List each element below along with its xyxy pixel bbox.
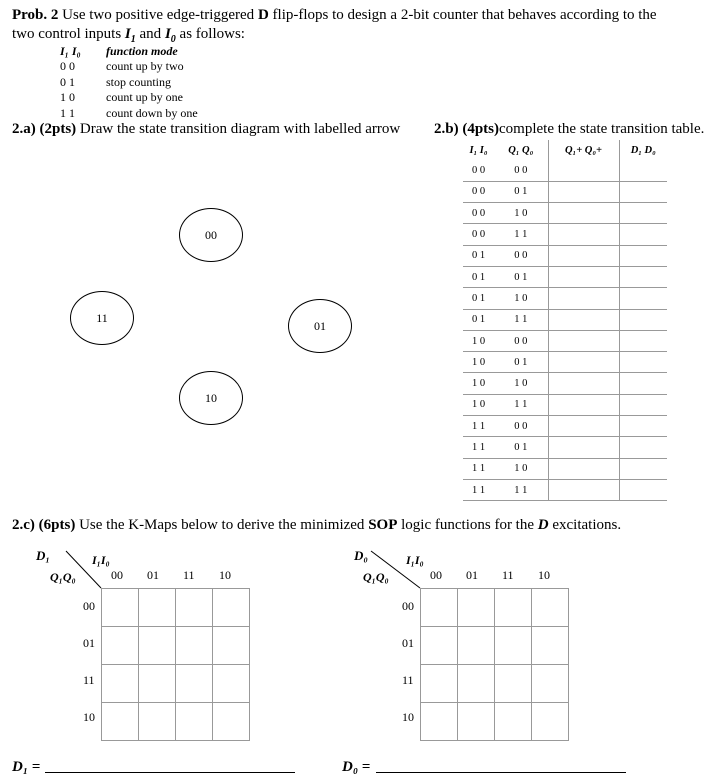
cell-state: 0 1: [494, 181, 548, 202]
input-i1: $I_1$: [124, 26, 136, 45]
cell-state: 1 1: [494, 224, 548, 245]
part-c-heading: 2.c) (6pts) Use the K-Maps below to derive the minimized SOP logic functions for the D excitations.: [12, 517, 622, 533]
kmap-row-label: 10: [83, 710, 95, 724]
kmap-row: [102, 589, 250, 627]
state-01: 01: [288, 299, 352, 353]
cell-inputs: 1 0: [463, 373, 494, 394]
problem-line2: two control inputs: [12, 26, 122, 42]
problem-heading: Prob. 2: [12, 7, 59, 23]
kmap-cell[interactable]: [213, 627, 250, 665]
kmap-cell[interactable]: [139, 665, 176, 703]
kmap-cell[interactable]: [495, 627, 532, 665]
cell-state: 0 0: [494, 330, 548, 351]
kmap-row: [421, 627, 569, 665]
modes-header-inputs: I₁ I₀: [60, 44, 81, 58]
kmap-row-label: 10: [402, 710, 414, 724]
kmap-col-label: 11: [502, 568, 514, 582]
kmap-cell[interactable]: [176, 703, 213, 741]
cell-state: 1 0: [494, 203, 548, 224]
kmap-col-label: 11: [183, 568, 195, 582]
cell-state: 0 0: [494, 160, 548, 181]
cell-state: 1 0: [494, 288, 548, 309]
problem-text-c: flip-flops to design a 2-bit counter that behaves according to the: [272, 7, 657, 23]
kmap-d0-grid: [420, 588, 569, 741]
kmap-cell[interactable]: [495, 665, 532, 703]
cell-state: 0 1: [494, 437, 548, 458]
kmap-cell[interactable]: [139, 627, 176, 665]
kmap-cell[interactable]: [532, 627, 569, 665]
kmap-col-label: 00: [430, 568, 442, 582]
kmap-row: [102, 627, 250, 665]
kmap-row: [421, 703, 569, 741]
cell-inputs: 0 1: [463, 266, 494, 287]
kmap-cell[interactable]: [176, 627, 213, 665]
kmap-cell[interactable]: [102, 703, 139, 741]
cell-inputs: 0 0: [463, 160, 494, 181]
cell-inputs: 0 1: [463, 309, 494, 330]
state-11: 11: [70, 291, 134, 345]
kmap-row-label: 00: [402, 599, 414, 613]
cell-inputs: 0 1: [463, 245, 494, 266]
d1-answer-line[interactable]: [45, 772, 295, 773]
cell-state: 0 0: [494, 416, 548, 437]
kmap-cell[interactable]: [213, 665, 250, 703]
d0-answer-line[interactable]: [376, 772, 626, 773]
kmap-row-label: 00: [83, 599, 95, 613]
cell-inputs: 1 0: [463, 352, 494, 373]
kmap-d1-grid: [101, 588, 250, 741]
header-inputs: I₁ I₀: [469, 144, 488, 156]
cell-state: 1 0: [494, 373, 548, 394]
cell-inputs: 1 1: [463, 416, 494, 437]
kmap-row: [102, 665, 250, 703]
kmap-cell[interactable]: [102, 589, 139, 627]
cell-inputs: 1 0: [463, 394, 494, 415]
kmap-d1-col-var: I₁I₀: [92, 553, 110, 567]
problem-line2-end: as follows:: [179, 26, 245, 42]
state-00: 00: [179, 208, 243, 262]
kmap-cell[interactable]: [139, 703, 176, 741]
cell-state: 1 1: [494, 479, 548, 500]
header-state: Q₁ Q₀: [494, 140, 548, 160]
problem-text-d: D: [257, 7, 269, 23]
kmap-cell[interactable]: [421, 589, 458, 627]
kmap-cell[interactable]: [176, 589, 213, 627]
part-b-heading: 2.b) (4pts)complete the state transition table.: [434, 121, 705, 137]
cell-inputs: 0 0: [463, 224, 494, 245]
state-10: 10: [179, 371, 243, 425]
kmap-cell[interactable]: [421, 665, 458, 703]
kmap-row-label: 11: [402, 673, 414, 687]
mode-description: count down by one: [106, 105, 198, 120]
kmap-row-label: 01: [83, 636, 95, 650]
kmap-row: [102, 703, 250, 741]
kmap-row-label: 11: [83, 673, 95, 687]
kmap-col-label: 00: [111, 568, 123, 582]
header-excitations: D₁ D₀: [630, 144, 656, 156]
kmap-row: [421, 665, 569, 703]
cell-state: 1 0: [494, 458, 548, 479]
kmap-cell[interactable]: [532, 703, 569, 741]
mode-description: count up by one: [106, 90, 183, 104]
kmap-cell[interactable]: [532, 589, 569, 627]
kmap-cell[interactable]: [421, 703, 458, 741]
modes-header-mode: function mode: [106, 44, 178, 58]
kmap-d0-row-var: Q₁Q₀: [363, 570, 389, 584]
cell-inputs: 0 0: [463, 181, 494, 202]
kmap-cell[interactable]: [213, 589, 250, 627]
d1-answer-label: D₁ =: [12, 759, 41, 775]
kmap-row-label: 01: [402, 636, 414, 650]
kmap-col-label: 01: [466, 568, 478, 582]
kmap-cell[interactable]: [495, 589, 532, 627]
kmap-d0-function: D₀: [354, 548, 368, 563]
kmap-col-label: 10: [219, 568, 231, 582]
kmap-cell[interactable]: [458, 665, 495, 703]
mode-code: 0 1: [60, 74, 75, 89]
kmap-col-label: 01: [147, 568, 159, 582]
kmap-cell[interactable]: [102, 627, 139, 665]
kmap-col-label: 10: [538, 568, 550, 582]
kmap-cell[interactable]: [213, 703, 250, 741]
mode-code: 1 0: [60, 90, 75, 104]
header-next-state: Q₁+ Q₀+: [548, 140, 619, 160]
kmap-d1-row-var: Q₁Q₀: [50, 570, 76, 584]
kmap-cell[interactable]: [421, 627, 458, 665]
kmap-cell[interactable]: [458, 627, 495, 665]
kmap-row: [421, 589, 569, 627]
input-i0: $I_0$: [164, 26, 176, 45]
cell-inputs: 0 1: [463, 288, 494, 309]
cell-state: 1 1: [494, 309, 548, 330]
mode-description: count up by two: [106, 59, 184, 73]
problem-text-a: Use two positive edge-triggered: [62, 7, 255, 23]
cell-inputs: 1 1: [463, 437, 494, 458]
part-a-heading: 2.a) (2pts) Draw the state transition diagram with labelled arrow: [12, 121, 401, 137]
kmap-cell[interactable]: [102, 665, 139, 703]
kmap-cell[interactable]: [458, 589, 495, 627]
kmap-cell[interactable]: [458, 703, 495, 741]
cell-inputs: 1 1: [463, 479, 494, 500]
d0-answer-label: D₀ =: [342, 759, 371, 775]
cell-state: 1 1: [494, 394, 548, 415]
cell-state: 0 1: [494, 266, 548, 287]
cell-inputs: 1 0: [463, 330, 494, 351]
cell-state: 0 0: [494, 245, 548, 266]
kmap-cell[interactable]: [139, 589, 176, 627]
kmap-d1-function: D₁: [36, 548, 50, 563]
kmap-cell[interactable]: [532, 665, 569, 703]
kmap-cell[interactable]: [176, 665, 213, 703]
kmap-d0-col-var: I₁I₀: [406, 553, 424, 567]
cell-inputs: 0 0: [463, 203, 494, 224]
cell-inputs: 1 1: [463, 458, 494, 479]
and-text: and: [139, 26, 162, 42]
cell-state: 0 1: [494, 352, 548, 373]
kmap-d1-diagonal: [66, 551, 101, 588]
mode-code: 1 1: [60, 105, 75, 120]
kmap-cell[interactable]: [495, 703, 532, 741]
mode-code: 0 0: [60, 59, 75, 73]
mode-description: stop counting: [106, 74, 171, 89]
